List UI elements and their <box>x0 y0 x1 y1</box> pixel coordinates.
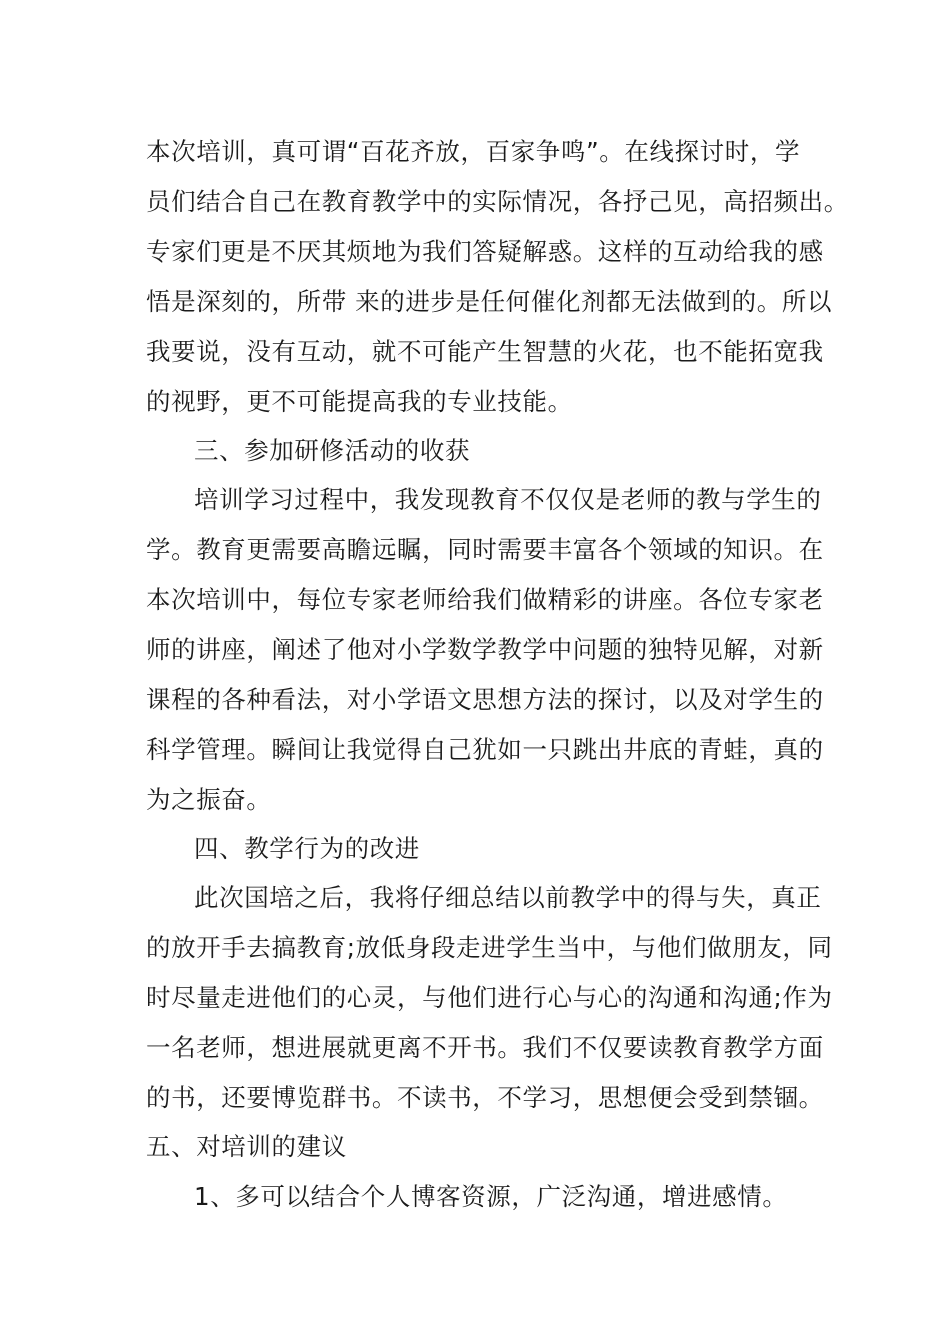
section-heading: 三、参加研修活动的收获 <box>194 436 471 465</box>
paragraph-line: 学。教育更需要高瞻远瞩，同时需要丰富各个领域的知识。在 <box>146 535 824 564</box>
paragraph-line: 的放开手去搞教育;放低身段走进学生当中，与他们做朋友，同 <box>146 933 833 962</box>
paragraph-line: 为之振奋。 <box>146 785 272 814</box>
paragraph-line: 员们结合自己在教育教学中的实际情况，各抒己见，高招频出。 <box>146 187 849 216</box>
section-heading: 四、教学行为的改进 <box>194 834 420 863</box>
section-heading: 五、对培训的建议 <box>146 1132 347 1161</box>
paragraph-line: 科学管理。瞬间让我觉得自己犹如一只跳出井底的青蛙，真的 <box>146 735 824 764</box>
paragraph-line: 本次培训，真可谓“百花齐放，百家争鸣”。在线探讨时，学 <box>146 137 801 166</box>
paragraph-line: 的书，还要博览群书。不读书，不学习，思想便会受到禁锢。 <box>146 1083 824 1112</box>
paragraph-line: 师的讲座，阐述了他对小学数学教学中问题的独特见解，对新 <box>146 635 824 664</box>
paragraph-line: 专家们更是不厌其烦地为我们答疑解惑。这样的互动给我的感 <box>146 237 824 266</box>
paragraph-line: 时尽量走进他们的心灵，与他们进行心与心的沟通和沟通;作为 <box>146 983 833 1012</box>
paragraph-line: 悟是深刻的，所带 来的进步是任何催化剂都无法做到的。所以 <box>146 287 833 316</box>
paragraph-line: 一名老师，想进展就更离不开书。我们不仅要读教育教学方面 <box>146 1033 824 1062</box>
list-item: 1、多可以结合个人博客资源，广泛沟通，增进感情。 <box>194 1182 788 1211</box>
paragraph-line: 此次国培之后，我将仔细总结以前教学中的得与失，真正 <box>194 883 822 912</box>
paragraph-line: 课程的各种看法，对小学语文思想方法的探讨，以及对学生的 <box>146 685 824 714</box>
paragraph-line: 我要说，没有互动，就不可能产生智慧的火花，也不能拓宽我 <box>146 337 824 366</box>
paragraph-line: 的视野，更不可能提高我的专业技能。 <box>146 387 573 416</box>
paragraph-line: 培训学习过程中，我发现教育不仅仅是老师的教与学生的 <box>194 485 822 514</box>
paragraph-line: 本次培训中，每位专家老师给我们做精彩的讲座。各位专家老 <box>146 585 824 614</box>
